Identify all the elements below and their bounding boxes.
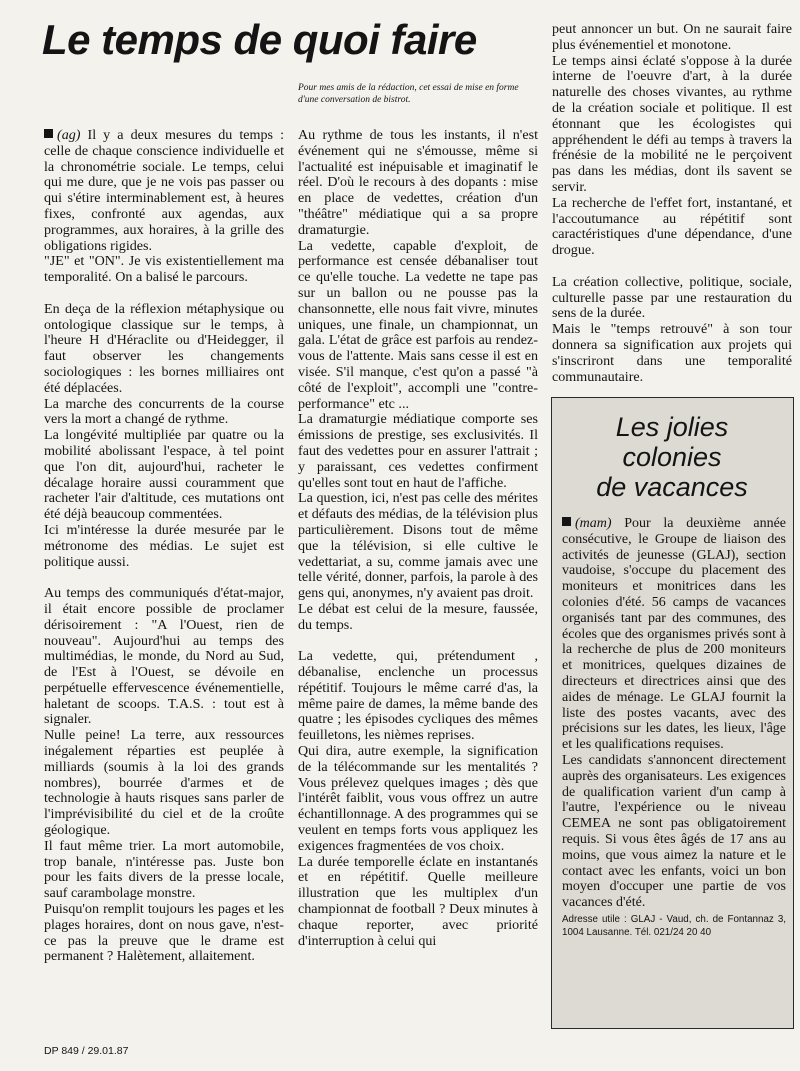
article-paragraph: En deça de la réflexion métaphysique ou ontologique classique sur le temps, à l'heure H d'Héraclite ou d'Heidegger, il faut observer les changements sociologiques : les bornes milliaires ont été déplacées. (44, 300, 284, 396)
article-paragraph: (ag) Il y a deux mesures du temps : celle de chaque conscience individuelle et la chronométrie sociale. Le temps, celui qui me dure, que je ne vois pas passer ou qui s'étire interminablement est, à heures fixes, confronté aux agendas, aux programmes, aux horaires, à la grille des obligations rigides. (44, 127, 284, 254)
author-initials: (ag) (57, 127, 81, 143)
article-paragraph: Puisqu'on remplit toujours les pages et les plages horaires, dont on nous gave, n'est-ce pas la preuve que le drame est permanent ? Halètement, allaitement. (44, 901, 284, 965)
article-paragraph: Il faut même trier. La mort automobile, trop banale, n'intéresse pas. Juste bon pour les faits divers de la presse locale, sauf carambolage monstre. (44, 837, 284, 902)
article-paragraph: La marche des concurrents de la course vers la mort a changé de rythme. (44, 395, 284, 428)
box-address: Adresse utile : GLAJ - Vaud, ch. de Fontannaz 3, 1004 Lausanne. Tél. 021/24 20 40 (562, 913, 786, 938)
article-headline: Le temps de quoi faire (42, 16, 477, 63)
box-body (562, 516, 786, 939)
article-dedication: Pour mes amis de la rédaction, cet essai de mise en forme d'une conversation de bistrot. (298, 83, 519, 106)
article-paragraph: La longévité multipliée par quatre ou la mobilité abolissant l'espace, à tel point que l'on dit, aujourd'hui, racheter le décalage horaire aussi couramment que racheter l'air d'altitude, ces mutations ont été déjà beaucoup commentées. (44, 427, 284, 523)
article-paragraph: Au temps des communiqués d'état-major, il était encore possible de proclamer dérisoirement : "A l'Ouest, rien de nouveau". Aujourd'hui au temps des multimédias, le monde, du Nord au Sud, de l'Est à l'Ouest, se dévoile en perpétuelle effervescence événementielle, haletant de scoops. T.A.S. : tout est à signaler. (44, 585, 284, 728)
article-paragraph: Mais le "temps retrouvé" à son tour donnera sa signification aux projets qui s'inscriront dans une temporalité communautaire. (552, 321, 792, 385)
article-paragraph: La vedette, qui, prétendument , débanalise, enclenche un processus répétitif. Toujours le même carré d'as, la même paire de dames, la même bande des quatre ; les épisodes cycliques des mêmes feuilletons, les nièmes reprises. (298, 648, 538, 744)
article-paragraph: La création collective, politique, sociale, culturelle passe par une restauration du sens de la durée. (552, 273, 792, 322)
article-paragraph: La vedette, capable d'exploit, de performance est censée débanaliser tout ce qu'elle touche. La vedette ne tape pas sur un ballon ou ne pousse pas la chansonnette, elle nous fait vivre, minutes uniques, une finale, un championnat, un gala. L'état de grâce est parfois au rendez-vous de l'attente. Mais sans cesse il est en visée. S'il manque, c'est qu'on a passé "à côté de l'exploit", accompli une "contre-performance" etc ... (298, 237, 538, 412)
page-footer: DP 849 / 29.01.87 (44, 1045, 129, 1057)
bullet-square-icon (44, 129, 53, 138)
article-column-3 (552, 22, 792, 385)
article-paragraph: peut annoncer un but. On ne saurait faire plus événementiel et monotone. (552, 21, 792, 53)
box-paragraph: Les candidats s'annoncent directement auprès des organisateurs. Les exigences de qualification varient d'un camp à l'autre, l'expérience ou le niveau CEMEA ne sont pas obligatoirement requis. Si vous êtes âgés de 17 ans au moins, que vous aimez la nature et le contact avec les enfants, voici un bon moyen d'occuper une partie de vos vacances d'été. (562, 752, 786, 911)
article-paragraph: La recherche de l'effet fort, instantané, et l'accoutumance au répétitif sont caractéristiques d'une dépendance, d'une drogue. (552, 194, 792, 259)
article-paragraph: "JE" et "ON". Je vis existentiellement ma temporalité. On a balisé le parcours. (44, 253, 284, 286)
box-title: Les jolies colonies de vacances (596, 412, 748, 502)
box-paragraph: (mam) Pour la deuxième année consécutive, le Groupe de liaison des activités de jeunesse (GLAJ), section vaudoise, s'occupe du placement des moniteurs et monitrices dans les colonies d'été. 56 camps de vacances organisés tant par des communes, des écoles que des organismes privés sont à la recherche de plus de 200 moniteurs et monitrices, quelques dizaines de directeurs et directrices ainsi que des aides de ménage. Le GLAJ fournit la liste des postes vacants, avec des précisions sur les dates, les lieux, l'âge et les qualifications requises. (562, 516, 787, 753)
article-paragraph: Au rythme de tous les instants, il n'est événement qui ne s'émousse, même si l'actualité est inépuisable et imaginatif le réel. D'où le recours à des dopants : mise en place de vedettes, création d'un "théâtre" médiatique qui a sa propre dramaturgie. (298, 127, 538, 238)
article-paragraph: Qui dira, autre exemple, la signification de la télécommande sur les mentalités ? Vous prélevez quelques images ; dès que l'intérêt faiblit, vous vous offrez un autre échantillonnage. A des programmes qui se veulent en temps forts vous appliquez les exigences fragmentées de vos choix. (298, 743, 538, 854)
article-paragraph: Nulle peine! La terre, aux ressources inégalement réparties est peuplée à milliards (soumis à la loi des grands nombres), bourrée d'armes et de technologie à hauts risques sans parler de l'imprévisibilité du ciel et de la croûte géologique. (44, 727, 284, 839)
bullet-square-icon (562, 517, 571, 526)
article-paragraph: Ici m'intéresse la durée mesurée par le métronome des médias. Le sujet est politique aussi. (44, 521, 284, 570)
article-column-1 (44, 128, 284, 965)
author-initials: (mam) (575, 516, 612, 531)
article-paragraph: Le temps ainsi éclaté s'oppose à la durée interne de l'oeuvre d'art, à la durée naturelle des choses vivantes, au rythme de la création sociale et politique. Il est étonnant que les écologistes qui appréhendent le défi au temps à travers la frénésie de la mobilité ne le perçoivent pas dans les médias, dont ils savent se servir. (552, 52, 792, 195)
article-column-2 (298, 128, 538, 949)
article-paragraph: La question, ici, n'est pas celle des mérites et défauts des médias, de la télévision plus particulièrement. Disons tout de même que la télévision, si elle cultive le vedettariat, a su, comme jamais avec une telle vérité, donner, parfois, la parole à des gens qui, anonymes, n'y avaient pas droit. (298, 490, 538, 602)
sidebar-box-colonies (551, 397, 794, 1029)
article-paragraph: La durée temporelle éclate en instantanés et en répétitif. Quelle meilleure illustration que les multiplex d'un championnat de football ? Deux minutes à chaque reporter, avec priorité d'interruption à celui qui (298, 853, 538, 949)
article-paragraph: La dramaturgie médiatique comporte ses émissions de prestige, ses exclusivités. Il faut des vedettes pour en assurer l'attrait ; y paraissant, ces vedettes confirment qu'elles sont tout en haut de l'affiche. (298, 411, 538, 491)
article-paragraph: Le débat est celui de la mesure, faussée, du temps. (298, 600, 538, 633)
